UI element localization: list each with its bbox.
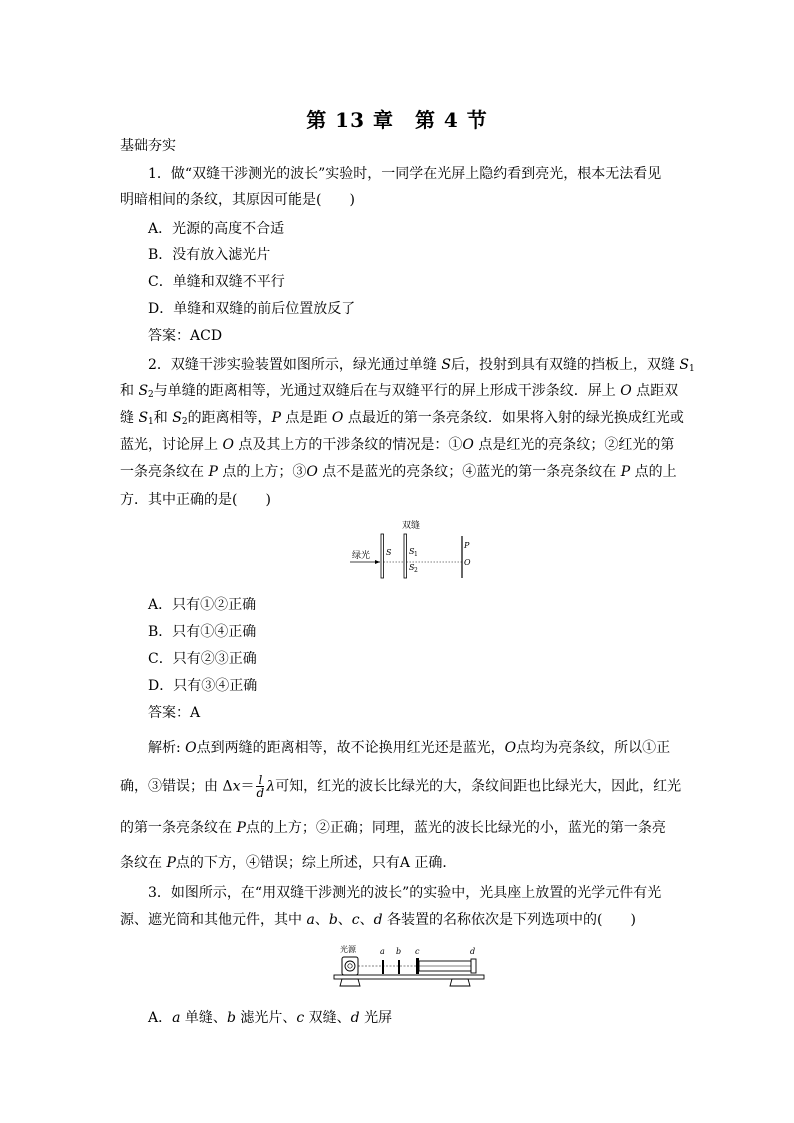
label-light-source: 光源 xyxy=(340,945,356,954)
q2-explanation-line3: 的第一条亮条纹在 P点的上方；②正确；同理，蓝光的波长比绿光的小，蓝光的第一条亮 xyxy=(120,820,666,836)
q2-stem-line5: 一条亮条纹在 P 点的上方；③O 点不是蓝光的亮条纹；④蓝光的第一条亮条纹在 P 点的上 xyxy=(120,464,677,480)
q3-stem-line1: 3．如图所示，在“用双缝干涉测光的波长”的实验中，光具座上放置的光学元件有光 xyxy=(148,885,662,901)
q1-option-d: D．单缝和双缝的前后位置放反了 xyxy=(148,301,356,317)
q2-stem-line2: 和 $S_2$与单缝的距离相等，光通过双缝后在与双缝平行的屏上形成干涉条纹．屏上 O 点距双 xyxy=(120,383,679,400)
q1-option-c: C．单缝和双缝不平行 xyxy=(148,274,285,290)
label-s2: S xyxy=(409,563,415,572)
label-a: a xyxy=(380,947,385,956)
q2-option-b: B．只有①④正确 xyxy=(148,624,257,640)
q3-stem-line2: 源、遮光筒和其他元件，其中 a、b、c、d 各装置的名称依次是下列选项中的( ) xyxy=(120,912,636,928)
section-heading: 基础夯实 xyxy=(120,138,176,154)
bench-foot-right xyxy=(450,979,470,986)
green-arrow-head xyxy=(375,560,380,564)
component-d xyxy=(471,959,476,973)
q2-explanation-line2: 确，③错误；由 Δx＝ $\frac{l}{d}$ λ可知，红光的波长比绿光的大，条纹间距也比绿光大，因此，红光 xyxy=(120,773,682,800)
q2-stem-line4: 蓝光，讨论屏上 O 点及其上方的干涉条纹的情况是：①O 点是红光的亮条纹；②红光的第 xyxy=(120,437,675,453)
optical-bench-diagram xyxy=(330,940,490,996)
label-b: b xyxy=(396,947,402,956)
single-slit-plate xyxy=(381,534,384,578)
label-s1-sub: 1 xyxy=(414,551,418,558)
q2-option-d: D．只有③④正确 xyxy=(148,678,258,694)
double-slit-plate xyxy=(404,534,407,578)
label-c: c xyxy=(415,947,420,956)
label-d: d xyxy=(470,947,476,956)
q2-option-a: A．只有①②正确 xyxy=(148,597,257,613)
q1-stem-line1: 1．做“双缝干涉测光的波长”实验时，一同学在光屏上隐约看到亮光，根本无法看见 xyxy=(148,166,662,182)
component-c xyxy=(416,958,419,974)
q2-option-c: C．只有②③正确 xyxy=(148,651,257,667)
optical-bench-rail xyxy=(334,975,484,979)
q3-option-a: A．a 单缝、b 滤光片、c 双缝、d 光屏 xyxy=(148,1010,393,1026)
component-a xyxy=(382,960,384,974)
page-title: 第 13 章 第 4 节 xyxy=(306,108,488,132)
q2-stem-line6: 方．其中正确的是( ) xyxy=(120,492,271,508)
q2-explanation-line4: 条纹在 P点的下方，④错误；综上所述，只有A 正确． xyxy=(120,855,457,871)
light-source-box xyxy=(342,957,358,975)
label-o: O xyxy=(464,558,471,567)
q2-explanation-line1: 解析: O点到两缝的距离相等，故不论换用红光还是蓝光，O点均为亮条纹，所以①正 xyxy=(148,740,671,756)
q1-stem-line2: 明暗相间的条纹，其原因可能是( ) xyxy=(120,192,355,208)
q2-stem-line3: 缝 $S_1$和 $S_2$的距离相等，P 点是距 O 点最近的第一条亮条纹．如果将入射的绿光换成红光或 xyxy=(120,410,684,427)
label-s: S xyxy=(386,548,392,557)
label-p: P xyxy=(464,541,470,550)
q1-option-b: B．没有放入滤光片 xyxy=(148,247,271,263)
fraction-l-over-d: $\frac{l}{d}$ xyxy=(256,773,265,800)
label-double-slit: 双缝 xyxy=(402,521,421,531)
component-b xyxy=(398,960,400,974)
q2-answer: 答案：A xyxy=(148,705,201,721)
q1-answer: 答案：ACD xyxy=(148,328,223,344)
bulb-icon xyxy=(345,961,355,971)
bench-foot-left xyxy=(340,979,360,986)
q2-stem-line1: 2．双缝干涉实验装置如图所示，绿光通过单缝 S后，投射到具有双缝的挡板上，双缝 $S_1$ xyxy=(148,357,695,374)
label-green-light: 绿光 xyxy=(352,551,371,561)
q1-option-a: A．光源的高度不合适 xyxy=(148,221,285,237)
label-s2-sub: 2 xyxy=(414,567,418,574)
label-s1: S xyxy=(409,547,415,556)
double-slit-diagram xyxy=(340,518,480,584)
